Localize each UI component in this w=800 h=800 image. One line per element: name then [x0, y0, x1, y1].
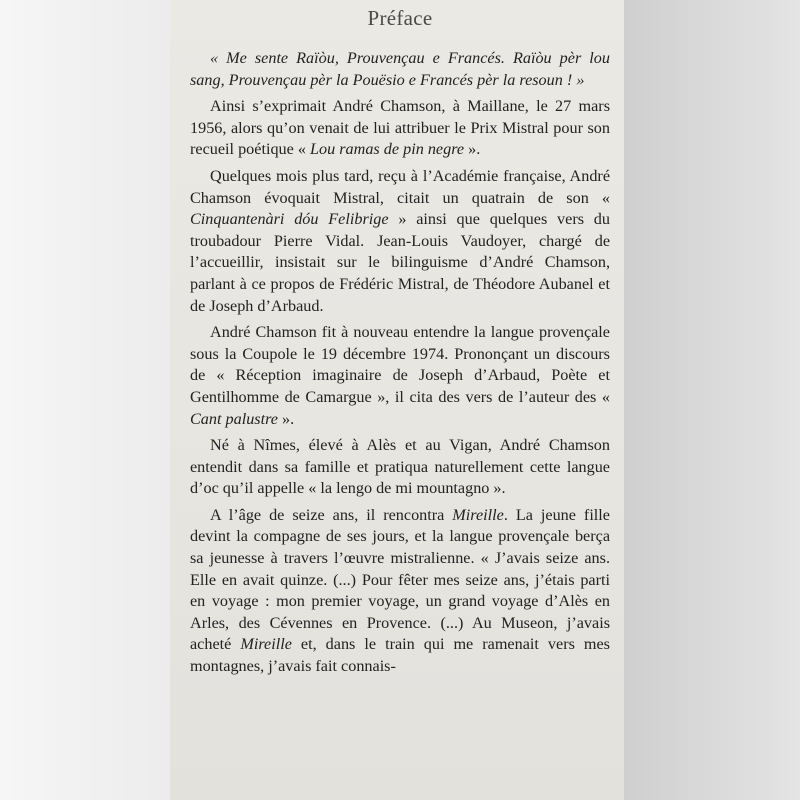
- paragraph-2-text-a: Quelques mois plus tard, reçu à l’Académie française, André Chamson évoquait Mistral, citait un quatrain de son «: [190, 166, 610, 207]
- paragraph-5-text-a: A l’âge de seize ans, il rencontra: [210, 505, 453, 524]
- paragraph-5-text-c: et, dans le train qui me ramenait vers mes montagnes, j’avais fait connais-: [190, 635, 610, 676]
- paragraph-3-text-b: ».: [278, 409, 295, 428]
- paragraph-4: Né à Nîmes, élevé à Alès et au Vigan, André Chamson entendit dans sa famille et pratiqua naturellement cette langue d’oc qu’il appelle « la lengo de mi mountagno ».: [190, 436, 610, 498]
- paragraph-3: [190, 322, 610, 430]
- book-page: [170, 0, 624, 800]
- paragraph-2-text-b: » ainsi que quelques vers du troubadour Pierre Vidal. Jean-Louis Vaudoyer, chargé de l’accueillir, insistait sur le bilinguisme d’André Chamson, parlant à ce propos de Frédéric Mistral, de Théodore Aubanel et de Joseph d’Arbaud.: [190, 210, 610, 315]
- work-title-lou-ramas: Lou ramas de pin negre: [310, 140, 465, 159]
- paragraph-2: [190, 166, 610, 317]
- background-right: [624, 0, 800, 800]
- background-left: [0, 0, 170, 800]
- paragraph-5-text-b: . La jeune fille devint la compagne de ses jours, et la langue provençale berça sa jeunesse à travers l’œuvre mistralienne. « J’avais seize ans. Elle en avait quinze. (...) Pour fêter mes seize ans, j’étais parti en voyage : mon premier voyage, un grand voyage d’Alès en Arles, des Cévennes en Provence. (...) Au Museon, j’avais acheté: [190, 505, 610, 654]
- paragraph-3-text-a: André Chamson fit à nouveau entendre la langue provençale sous la Coupole le 19 décembre 1974. Prononçant un discours de « Réception imaginaire de Joseph d’Arbaud, Poète et Gentilhomme de Camargue », il cita des vers de l’auteur des «: [190, 323, 610, 406]
- paragraph-1: [190, 96, 610, 161]
- work-title-cinquantenari: Cinquantenàri dóu Felibrige: [190, 210, 389, 229]
- work-title-mireille-2: Mireille: [240, 635, 292, 654]
- page-content: [190, 4, 610, 683]
- page-title: Préface: [367, 6, 433, 30]
- epigraph: « Me sente Raïòu, Prouvençau e Francés. Raïòu pèr lou sang, Prouvençau pèr la Pouësio e Francés pèr la resoun ! »: [190, 49, 610, 89]
- work-title-cant-palustre: Cant palustre: [190, 409, 278, 428]
- paragraph-1-text-b: ».: [464, 140, 481, 159]
- work-title-mireille-1: Mireille: [452, 505, 504, 524]
- paragraph-5: [190, 505, 610, 678]
- paragraph-1-text-a: Ainsi s’exprimait André Chamson, à Maillane, le 27 mars 1956, alors qu’on venait de lui attribuer le Prix Mistral pour son recueil poétique «: [190, 97, 610, 159]
